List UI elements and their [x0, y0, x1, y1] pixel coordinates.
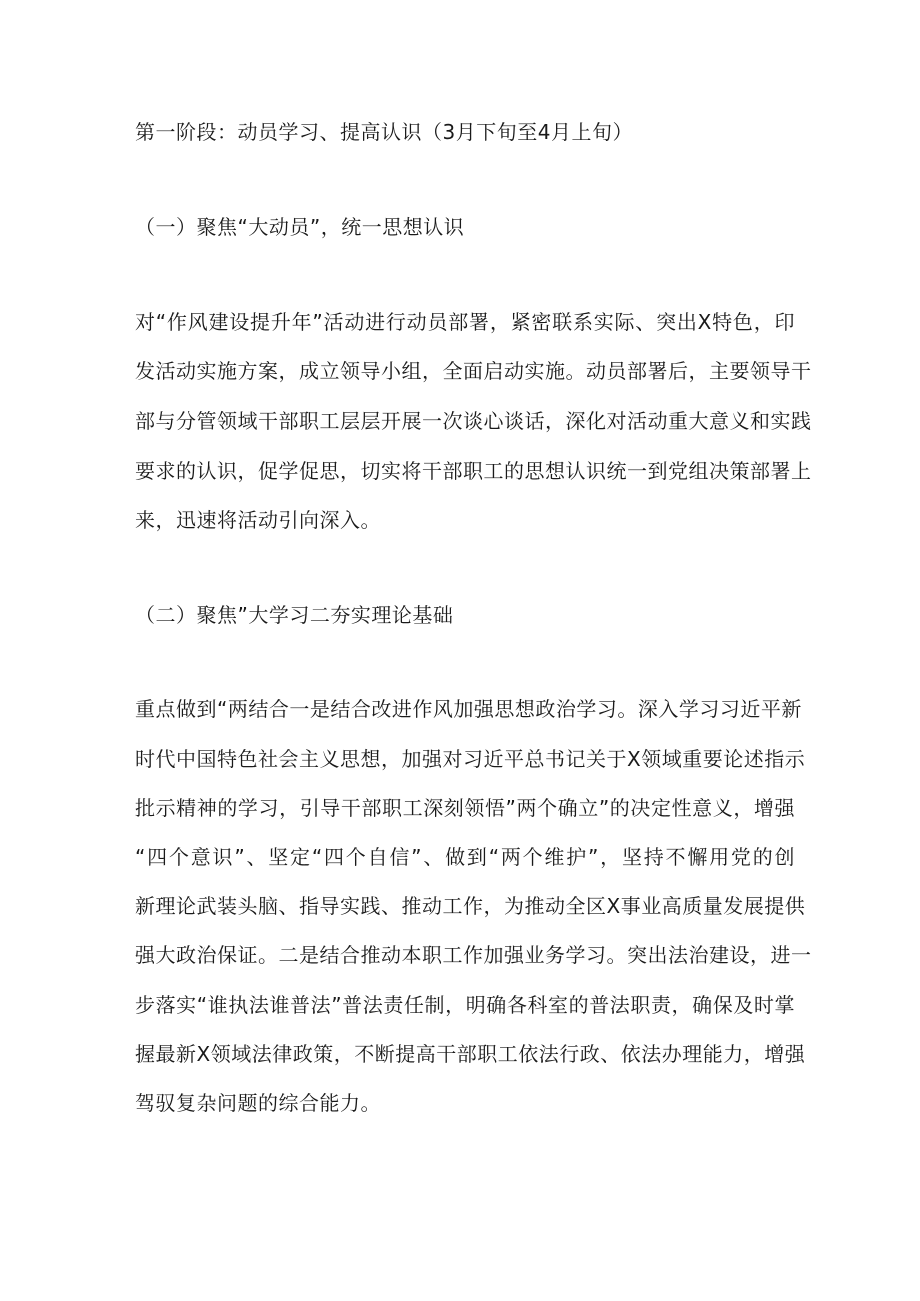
section1-heading: （一）聚焦“大动员”，统一思想认识 — [135, 215, 465, 239]
paragraph-line: 重点做到“两结合一是结合改进作风加强思想政治学习。深入学习习近平新 — [135, 697, 802, 721]
paragraph-line: 来，迅速将活动引向深入。 — [135, 508, 381, 532]
paragraph-line: 强大政治保证。二是结合推动本职工作加强业务学习。突出法治建设，进一 — [135, 943, 812, 967]
paragraph-line: 要求的认识，促学促思，切实将干部职工的思想认识统一到党组决策部署上 — [135, 459, 812, 483]
paragraph-line: “四个意识”、坚定“四个自信”、做到“两个维护”，坚持不懈用党的创 — [135, 845, 795, 869]
paragraph-line: 握最新X领域法律政策，不断提高干部职工依法行政、依法办理能力，增强 — [135, 1042, 806, 1066]
paragraph-line: 部与分管领域干部职工层层开展一次谈心谈话，深化对活动重大意义和实践 — [135, 409, 812, 433]
paragraph-line: 发活动实施方案，成立领导小组，全面启动实施。动员部署后，主要领导干 — [135, 359, 812, 383]
paragraph-line: 对“作风建设提升年”活动进行动员部署，紧密联系实际、突出X特色，印 — [135, 310, 795, 334]
stage-heading: 第一阶段：动员学习、提高认识（3月下旬至4月上旬） — [135, 120, 633, 144]
paragraph-line: 批示精神的学习，引导干部职工深刻领悟”两个确立”的决定性意义，增强 — [135, 796, 795, 820]
paragraph-line: 驾驭复杂问题的综合能力。 — [135, 1091, 381, 1115]
paragraph-line: 步落实“谁执法谁普法”普法责任制，明确各科室的普法职责，确保及时掌 — [135, 993, 795, 1017]
paragraph-line: 新理论武装头脑、指导实践、推动工作，为推动全区X事业高质量发展提供 — [135, 894, 806, 918]
paragraph-line: 时代中国特色社会主义思想，加强对习近平总书记关于X领域重要论述指示 — [135, 747, 806, 771]
section2-heading: （二）聚焦”大学习二夯实理论基础 — [135, 603, 454, 627]
